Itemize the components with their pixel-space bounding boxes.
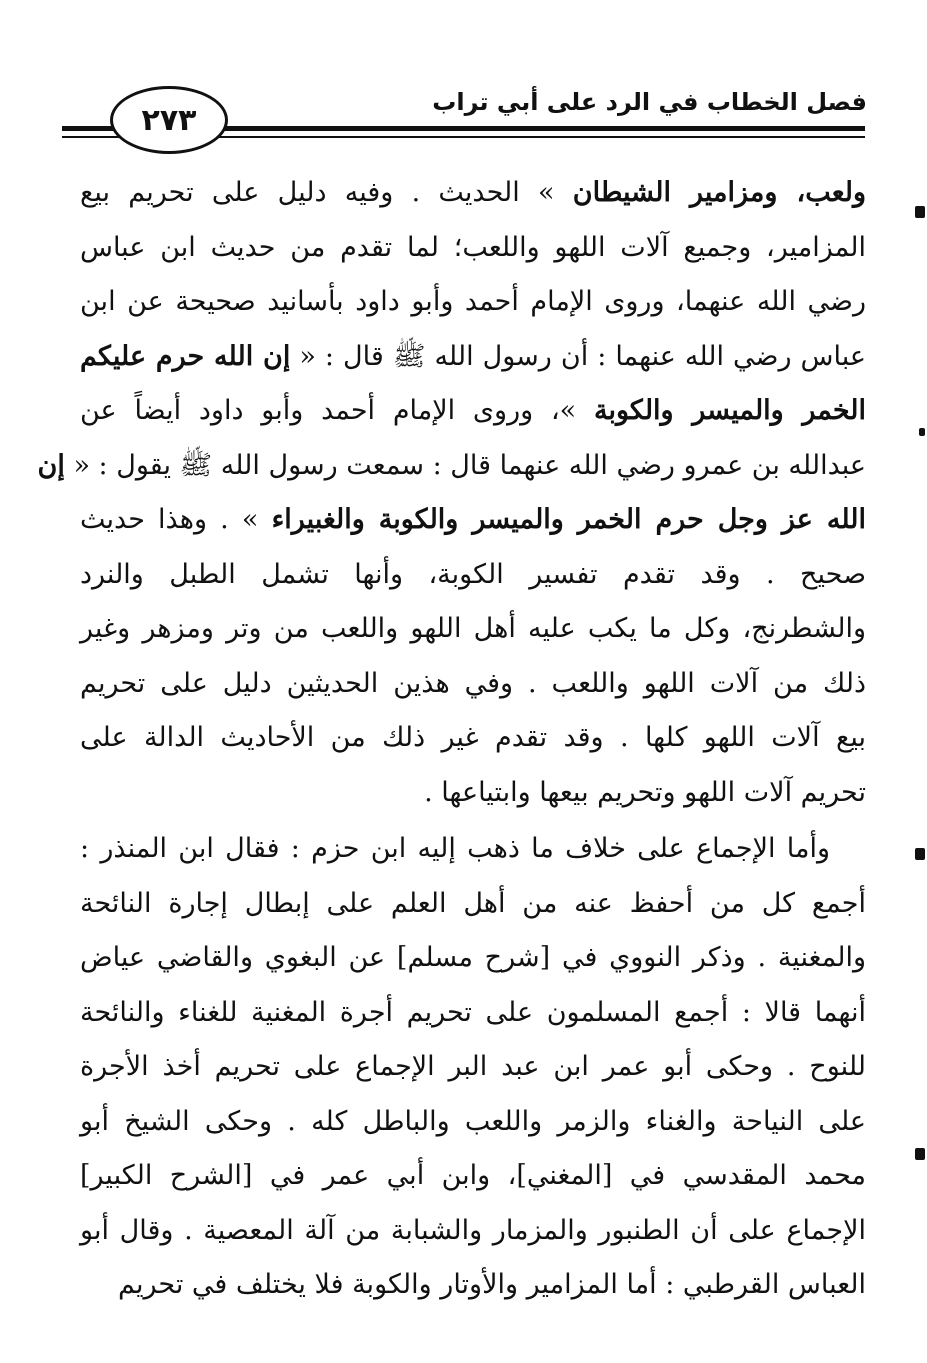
text-segment: للنوح . وحكى أبو عمر ابن عبد البر الإجماع على تحريم أخذ الأجرة [80,1051,866,1082]
text-line [80,877,866,932]
text-line [80,1095,866,1150]
text-segment: رضي الله عنهما، وروى الإمام أحمد وأبو داود بأسانيد صحيحة عن ابن [80,286,866,317]
bold-hadith-text: إن [37,449,65,481]
text-line [80,931,866,986]
text-segment: »، وروى الإمام أحمد وأبو داود أيضاً عن [80,395,594,426]
text-line [80,986,866,1041]
bold-hadith-text: إن الله حرم عليكم [80,340,291,372]
page-number: ٢٧٣ [141,102,197,138]
text-segment: المزامير، وجميع آلات اللهو واللعب؛ لما تقدم من حديث ابن عباس [80,231,866,263]
text-segment: والمغنية . وذكر النووي في [شرح مسلم] عن البغوي والقاضي عياض [80,942,866,973]
text-line [80,221,866,276]
text-line [37,439,866,494]
text-segment: أجمع كل من أحفظ عنه من أهل العلم على إبطال إجارة النائحة [80,887,866,919]
text-segment: والشطرنج، وكل ما يكب عليه أهل اللهو واللعب من وتر ومزهر وغير [80,613,866,644]
text-line [80,548,866,603]
text-segment: ذلك من آلات اللهو واللعب . وفي هذين الحديثين دليل على تحريم [80,667,866,699]
text-line [80,1258,866,1313]
margin-mark [915,206,925,218]
text-line [80,1149,866,1204]
paragraph-1 [37,166,867,820]
text-segment: تحريم آلات اللهو وتحريم بيعها وابتياعها . [424,776,866,808]
text-segment: » . وهذا حديث [80,504,272,535]
text-line [80,275,866,330]
text-segment: العباس القرطبي : أما المزامير والأوتار والكوبة فلا يختلف في تحريم [118,1269,866,1300]
text-line [80,602,866,657]
text-segment: الإجماع على أن الطنبور والمزمار والشبابة من آلة المعصية . وقال أبو [80,1214,866,1246]
text-line [80,493,866,548]
text-segment: صحيح . وقد تقدم تفسير الكوبة، وأنها تشمل الطبل والنرد [80,558,866,590]
text-segment: محمد المقدسي في [المغني]، وابن أبي عمر في [الشرح الكبير] [80,1160,866,1191]
text-line [80,822,866,877]
text-segment: عباس رضي الله عنهما : أن رسول الله ﷺ قال : « [290,340,866,372]
text-segment: بيع آلات اللهو كلها . وقد تقدم غير ذلك من الأحاديث الدالة على [80,722,866,753]
page-number-badge [110,86,228,154]
text-segment: عبدالله بن عمرو رضي الله عنهما قال : سمعت رسول الله ﷺ يقول : « [64,449,866,481]
text-line [80,1040,866,1095]
bold-hadith-text: ولعب، ومزامير الشيطان [572,177,867,208]
text-line [80,1204,866,1259]
margin-mark [919,428,925,436]
paragraph-2 [80,822,866,1313]
text-line [80,330,866,385]
text-line [80,657,866,712]
bold-hadith-text: الله عز وجل حرم الخمر والميسر والكوبة والغبيراء [271,504,866,535]
text-segment: أنهما قالا : أجمع المسلمون على تحريم أجرة المغنية للغناء والنائحة [80,996,866,1028]
text-line [80,166,866,221]
bold-hadith-text: الخمر والميسر والكوبة [593,395,866,426]
margin-mark [915,848,925,860]
text-segment: » الحديث . وفيه دليل على تحريم بيع [80,177,573,208]
running-header-title: فصل الخطاب في الرد على أبي تراب [432,88,867,116]
text-line [80,766,866,821]
text-line [80,711,866,766]
text-segment: على النياحة والغناء والزمر واللعب والباطل كله . وحكى الشيخ أبو [80,1105,866,1137]
margin-mark [915,1148,925,1160]
text-segment: وأما الإجماع على خلاف ما ذهب إليه ابن حزم : فقال ابن المنذر : [80,833,830,864]
text-line [80,384,866,439]
